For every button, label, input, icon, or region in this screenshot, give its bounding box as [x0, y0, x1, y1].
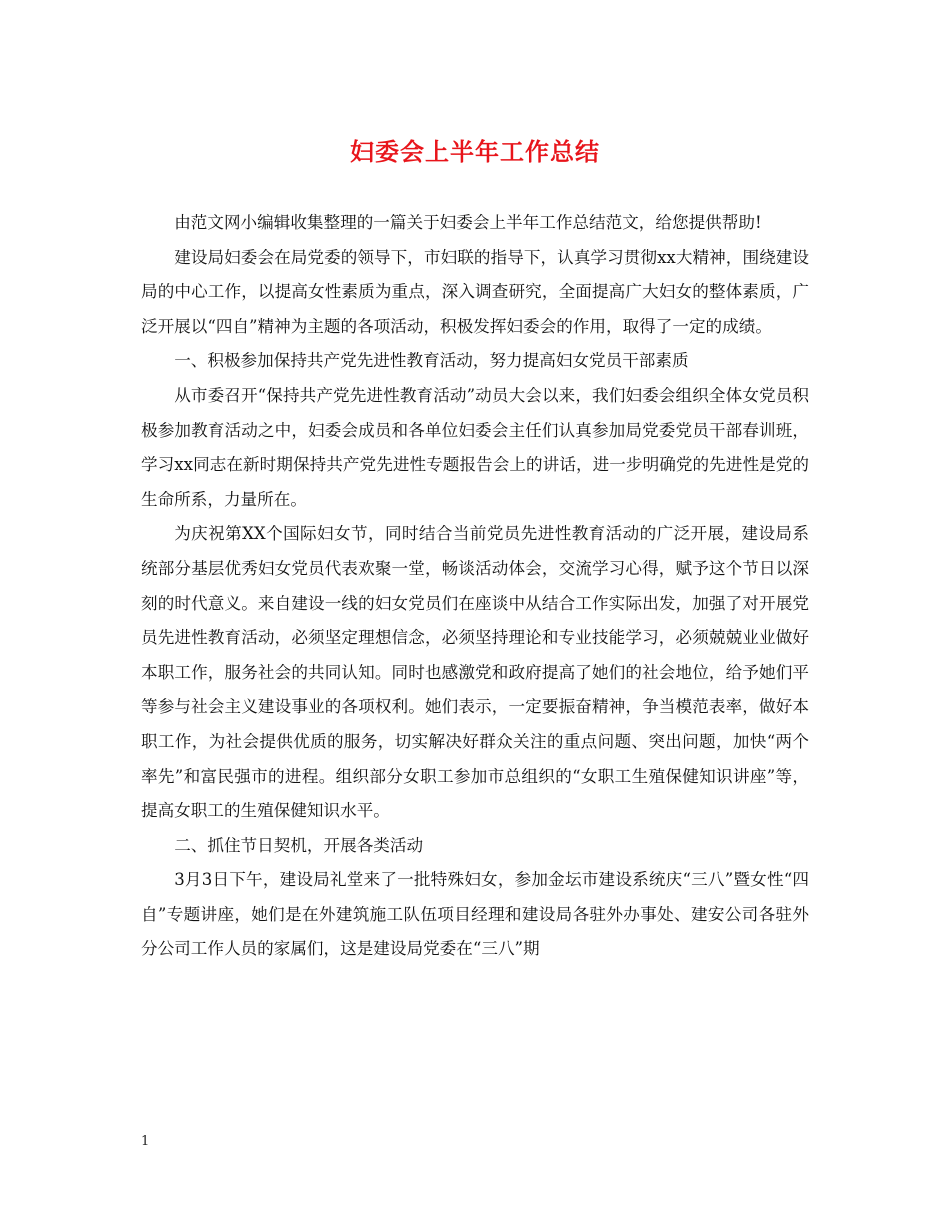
document-body	[141, 206, 809, 967]
paragraph-section-1b: 为庆祝第XX个国际妇女节，同时结合当前党员先进性教育活动的广泛开展，建设局系统部分基层优秀妇女党员代表欢聚一堂，畅谈活动体会，交流学习心得，赋予这个节日以深刻的时代意义。来自建设一线的妇女党员们在座谈中从结合工作实际出发，加强了对开展党员先进性教育活动，必须坚定理想信念，必须坚持理论和专业技能学习，必须兢兢业业做好本职工作，服务社会的共同认知。同时也感激党和政府提高了她们的社会地位，给予她们平等参与社会主义建设事业的各项权利。她们表示，一定要振奋精神，争当模范表率，做好本职工作，为社会提供优质的服务，切实解决好群众关注的重点问题、突出问题，加快“两个率先”和富民强市的进程。组织部分女职工参加市总组织的“女职工生殖保健知识讲座”等，提高女职工的生殖保健知识水平。	[141, 524, 809, 821]
paragraph-section-2a: 3月3日下午，建设局礼堂来了一批特殊妇女，参加金坛市建设系统庆“三八”暨女性“四自”专题讲座，她们是在外建筑施工队伍项目经理和建设局各驻外办事处、建安公司各驻外分公司工作人员的家属们，这是建设局党委在“三八”期	[141, 870, 809, 959]
paragraph-overview: 建设局妇委会在局党委的领导下，市妇联的指导下，认真学习贯彻xx大精神，围绕建设局的中心工作，以提高女性素质为重点，深入调查研究，全面提高广大妇女的整体素质，广泛开展以“四自”精神为主题的各项活动，积极发挥妇委会的作用，取得了一定的成绩。	[141, 247, 809, 336]
paragraph-section-1a: 从市委召开“保持共产党先进性教育活动”动员大会以来，我们妇委会组织全体女党员积极参加教育活动之中，妇委会成员和各单位妇委会主任们认真参加局党委党员干部春训班，学习xx同志在新时期保持共产党先进性专题报告会上的讲话，进一步明确党的先进性是党的生命所系，力量所在。	[141, 385, 809, 509]
paragraph-intro: 由范文网小编辑收集整理的一篇关于妇委会上半年工作总结范文，给您提供帮助!	[174, 213, 762, 232]
section-heading-1: 一、积极参加保持共产党先进性教育活动，努力提高妇女党员干部素质	[174, 351, 689, 371]
section-heading-2: 二、抓住节日契机，开展各类活动	[174, 835, 424, 855]
page-number: 1	[141, 1134, 150, 1149]
document-title: 妇委会上半年工作总结	[350, 137, 600, 166]
